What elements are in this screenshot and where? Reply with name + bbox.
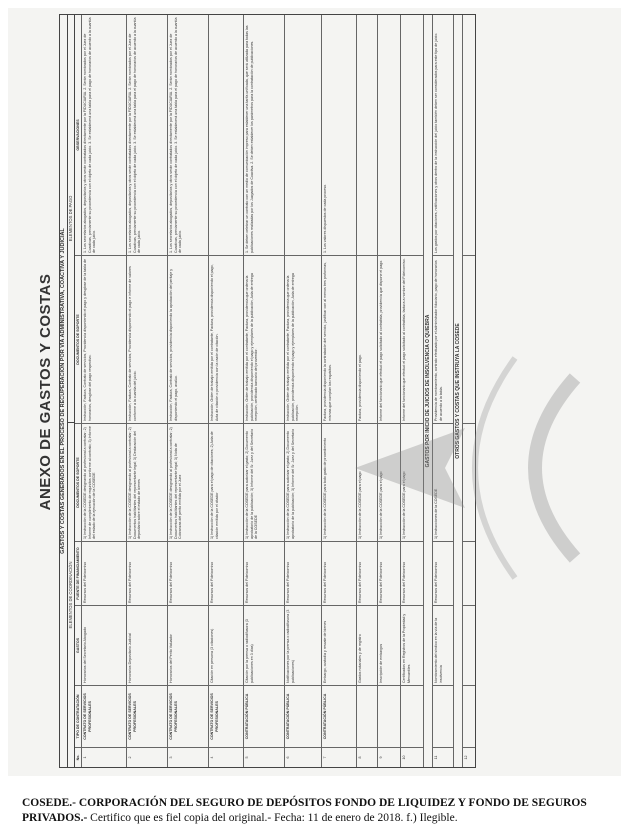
cell-obs (285, 15, 321, 255)
cell-fuente: Recursos del Fideicomiso (401, 541, 423, 605)
cell-pago: Instrucción, Orden de trabajo emitida por el contratante, Factura, providencia disponiendo el pago, Acta de citación o providencia con la razón de citación. (209, 255, 243, 423)
cell-pago: Instrucción, Factura, Contrato de servicios, Providencia disponiendo el pago y desglose de la tabla de honorarios, desglose del pago respectivo. (82, 255, 126, 423)
band-other-costs: OTROS GASTOS Y COSTAS QUE INSTRUYA LA COSEDE (454, 15, 463, 767)
cell-soporte: 1) Instrucción de la COSEDE designando al profesional a contratar; 2) Documentos habilitantes del representante legal; 3) Declaración del depositario sobre el estado de bienes (127, 423, 167, 541)
cell-soporte (463, 423, 475, 541)
cell-fuente: Recursos del Fideicomiso (285, 541, 321, 605)
cell-gastos: Embargo, custodia y rescate de bienes (322, 605, 356, 685)
cell-gastos: Inscripción de embargos (378, 605, 400, 685)
cell-pago: Providencia de nombramiento, contrato efectuado por el administrador fiduciario, pago de honorarios de acuerdo a la tabla. (433, 255, 453, 423)
col-observaciones: OBSERVACIONES (75, 119, 80, 151)
table-row (244, 15, 285, 767)
certification-caption (22, 796, 612, 826)
cell-fuente: Recursos del Fideicomiso (322, 541, 356, 605)
cell-tipo (433, 685, 453, 747)
cell-obs: 1. Los secretarios abogados, depositarios y otros serán contratados directamente por la FIDUCIARIA. 2. Serán nombrados por el Juez de Coactivas, previamente su procedencia con el objeto de cada juicio. 3. Se establecerá una tabla para el pago de honorarios de acuerdo a la cuantía de cada juicio. (168, 17, 182, 253)
cell-gastos: Honorarios Depositario Judicial (127, 605, 167, 685)
cell-fuente: Recursos del Fideicomiso (244, 541, 284, 605)
cell-no: 7 (322, 747, 356, 767)
cell-tipo (401, 685, 423, 747)
cell-gastos: Nombramiento del síndico en la vía de la insolvencia (433, 605, 453, 685)
cell-tipo (378, 685, 400, 747)
cell-no: 3 (168, 747, 208, 767)
cell-no: 4 (209, 747, 243, 767)
cell-gastos: Honorarios del Perito Valuador (168, 605, 208, 685)
cell-obs (357, 15, 377, 255)
sub-header-right: ELEMENTOS DE PAGO (67, 195, 73, 242)
table-row (463, 15, 475, 767)
cell-obs: 1. Los secretarios abogados, depositarios y otros serán contratados directamente por la FIDUCIARIA. 2. Serán nombrados por el Juez de Coactivas, previamente su procedencia con el objeto de cada juicio. 3. Se establecerá una tabla para el pago de honorarios de acuerdo a la cuantía de cada juicio. (82, 17, 96, 253)
cell-tipo: CONTRATACIÓN PÚBLICA (322, 685, 356, 747)
cell-pago (463, 255, 475, 423)
cell-no: 5 (244, 747, 284, 767)
cell-obs: 1. Los secretarios abogados, depositarios y otros serán contratados directamente por la FIDUCIARIA. 2. Serán nombrados por el Juez de Coactivas, previamente su procedencia con el objeto de cada juicio. 3. Se establecerá una tabla para el pago de honorarios de acuerdo a la cuantía de cada juicio. (127, 17, 141, 253)
caption-bold: COSEDE.- CORPORACIÓN DEL SEGURO DE DEPÓSITOS FONDO DE LIQUIDEZ Y FONDO DE SEGUROS PRIVADOS.- (22, 797, 587, 824)
col-gastos: GASTOS (75, 605, 81, 685)
table-row (127, 15, 168, 767)
cell-pago: Factura, providencia disponiendo el pago. (357, 255, 377, 423)
cell-pago: Instrucción, Orden de trabajo emitida por el contratante, Factura, providencia que ordena la publicación, providencia disponiendo el pago y ejemplares de la publicación, Acta de entrega recepción, certificado bancario del proveedor. (244, 255, 284, 423)
table-row (401, 15, 424, 767)
cell-fuente: Recursos del Fideicomiso (168, 541, 208, 605)
expense-table (59, 14, 476, 768)
cell-no: 12 (463, 747, 475, 767)
cell-fuente: Recursos del Fideicomiso (127, 541, 167, 605)
table-row (433, 15, 454, 767)
cell-gastos (463, 605, 475, 685)
cell-soporte: 1) Instrucción de la COSEDE para autorizar el gasto; 2) Documento aprobatorio de la publicación; 3) Informe del Sr. Juez y del Secretario de la COSEDE (244, 423, 284, 541)
cell-tipo: CONTRATO DE SERVICIOS PROFESIONALES (168, 685, 208, 747)
cell-fuente: Recursos del Fideicomiso (82, 541, 126, 605)
cell-obs: 1. Se deben celebrar un contrato con un medio de comunicación impreso para establecer una tarifa unificada, que será utilizada para todas las publicaciones realizadas por los Juzgados de Coactiva. 2. Se deben establecer los parámetros para la contratación de publicaciones. (244, 25, 254, 253)
cell-pago: Instrucción, Factura, Contrato de servicios, providencia disponiendo la aprobación del peritaje y disponiendo el pago, avalúo. (168, 255, 208, 423)
table-row (168, 15, 209, 767)
col-fuente: FUENTE DE FINANCIAMIENTO (75, 541, 81, 605)
band-insolvency: GASTOS POR INICIO DE JUICIOS DE INSOLVENCIA O QUIEBRA (424, 15, 433, 767)
cell-soporte: 1) Instrucción de la COSEDE para el pago (401, 423, 423, 541)
document-title: ANEXO DE GASTOS Y COSTAS (36, 273, 54, 511)
table-row (82, 15, 127, 767)
cell-no: 2 (127, 747, 167, 767)
sub-header-left: ELEMENTOS DE COORDINACIÓN (68, 422, 74, 767)
table-main-header: GASTOS Y COSTAS GENERADOS EN EL PROCESO DE RECUPERACIÓN POR VÍA ADMINISTRATIVA, COACTIVA Y JUDICIAL (60, 15, 68, 767)
cell-fuente (463, 541, 475, 605)
table-row (209, 15, 244, 767)
cell-tipo: CONTRATACIÓN PÚBLICA (244, 685, 284, 747)
cell-no: 6 (285, 747, 321, 767)
cell-soporte: 1) Instrucción de la COSEDE para el pago (378, 423, 400, 541)
cell-fuente: Recursos del Fideicomiso (433, 541, 453, 605)
cell-fuente: Recursos del Fideicomiso (357, 541, 377, 605)
cell-no: 9 (378, 747, 400, 767)
cell-gastos: Certificados en Registros de la Propiedad y Mercantiles (401, 605, 423, 685)
cell-tipo: CONTRATO DE SERVICIOS PROFESIONALES (82, 685, 126, 747)
cell-obs (463, 15, 475, 255)
cell-gastos: Gastos notariales y de registro (357, 605, 377, 685)
cell-obs: 1. Los valores dispuestos de cada proceso. (322, 183, 327, 253)
cell-tipo (463, 685, 475, 747)
table-row (378, 15, 401, 767)
table-row (285, 15, 322, 767)
cell-obs (378, 15, 400, 255)
column-header-row (75, 15, 82, 767)
cell-pago: Instrucción, Factura, Contrato de servicios, Providencia disponiendo el pago e informe de valores conforme a la cuantía del juicio. (127, 255, 167, 423)
cell-pago: Factura, providencia disponiendo la contratación del servicio, justificar con al menos tres proformas, mismas que cumplan los requisitos. (322, 255, 356, 423)
cell-fuente: Recursos del Fideicomiso (378, 541, 400, 605)
cell-obs: Los gastos por citaciones, notificaciones y otros dentro de la instrucción del juicio también deben ser considerados para este tipo de juicio. (433, 32, 438, 253)
cell-no: 1 (82, 747, 126, 767)
table-row (322, 15, 357, 767)
cell-pago: Informe del funcionario que efectuó el pago solicitado al contratista, factura a nombre del Fideicomiso. (401, 255, 423, 423)
cell-soporte: 1) Instrucciones de la COSEDE (433, 423, 453, 541)
caption-normal: Certifico que es fiel copia del original.- Fecha: 11 de enero de 2018. f.) Ilegible. (87, 812, 458, 824)
cell-tipo: CONTRATACIÓN PÚBLICA (285, 685, 321, 747)
cell-soporte: 1) Instrucción de la COSEDE designando al profesional a contratar; 2) Informe de cumplimiento de requisitos conforme al contrato; 3) Informe del estado de la ejecución de la COSEDE (82, 423, 126, 541)
cell-soporte: 1) Instrucción de la COSEDE para el pago de citaciones; 2) Acta de citación emitida por el citador (209, 423, 243, 541)
cell-gastos: Notificaciones por la prensa o radiodifusora (3 publicaciones) (285, 605, 321, 685)
rotated-table-page (35, 16, 595, 768)
cell-tipo: CONTRATO DE SERVICIOS PROFESIONALES (127, 685, 167, 747)
cell-fuente: Recursos del Fideicomiso (209, 541, 243, 605)
cell-tipo: CONTRATO DE SERVICIOS PROFESIONALES (209, 685, 243, 747)
cell-tipo (357, 685, 377, 747)
col-soporte: DOCUMENTOS DE SOPORTE (75, 423, 81, 541)
cell-soporte: 1) Instrucción de la COSEDE para autorizar el gasto; 2) Documento aprobatorio de la publicación; 3) Informe del Sr. Juez y del Secretario (285, 423, 321, 541)
cell-soporte: 1) Instrucción de la COSEDE para el pago (357, 423, 377, 541)
cell-gastos: Citación por la prensa o radiodifusora (3 publicaciones en 3 días) (244, 605, 284, 685)
cell-gastos: Citación en persona (3 citaciones) (209, 605, 243, 685)
cell-pago: Informe del funcionario que efectuó el pago solicitado al contratista, providencia que dispone el pago. (378, 255, 400, 423)
cell-no: 8 (357, 747, 377, 767)
table-sub-header (68, 15, 75, 767)
col-tipo: TIPO DE CONTRATACIÓN (75, 685, 81, 747)
col-pago: DOCUMENTOS DE SOPORTE (75, 255, 81, 423)
table-body (82, 15, 475, 767)
table-row (357, 15, 378, 767)
cell-pago: Instrucción, Orden de trabajo emitida por el contratante, Factura, providencia que ordena la publicación, providencia disponiendo el pago y ejemplares de la publicación, Acta de entrega recepción. (285, 255, 321, 423)
cell-no: 11 (433, 747, 453, 767)
cell-gastos: Honorarios del Secretario Abogado (82, 605, 126, 685)
cell-no: 10 (401, 747, 423, 767)
cell-obs (401, 15, 423, 255)
cell-soporte: 1) Instrucción de la COSEDE para todo gasto de procedimiento (322, 423, 356, 541)
col-no: No. (75, 747, 81, 767)
scanned-document (8, 8, 621, 776)
cell-soporte: 1) Instrucción de la COSEDE designando al profesional a contratar; 2) Documentos habilitantes del representante legal; 3) Nota de Cobranzas del perito emitida por el Juez (168, 423, 208, 541)
cell-obs (209, 15, 243, 255)
